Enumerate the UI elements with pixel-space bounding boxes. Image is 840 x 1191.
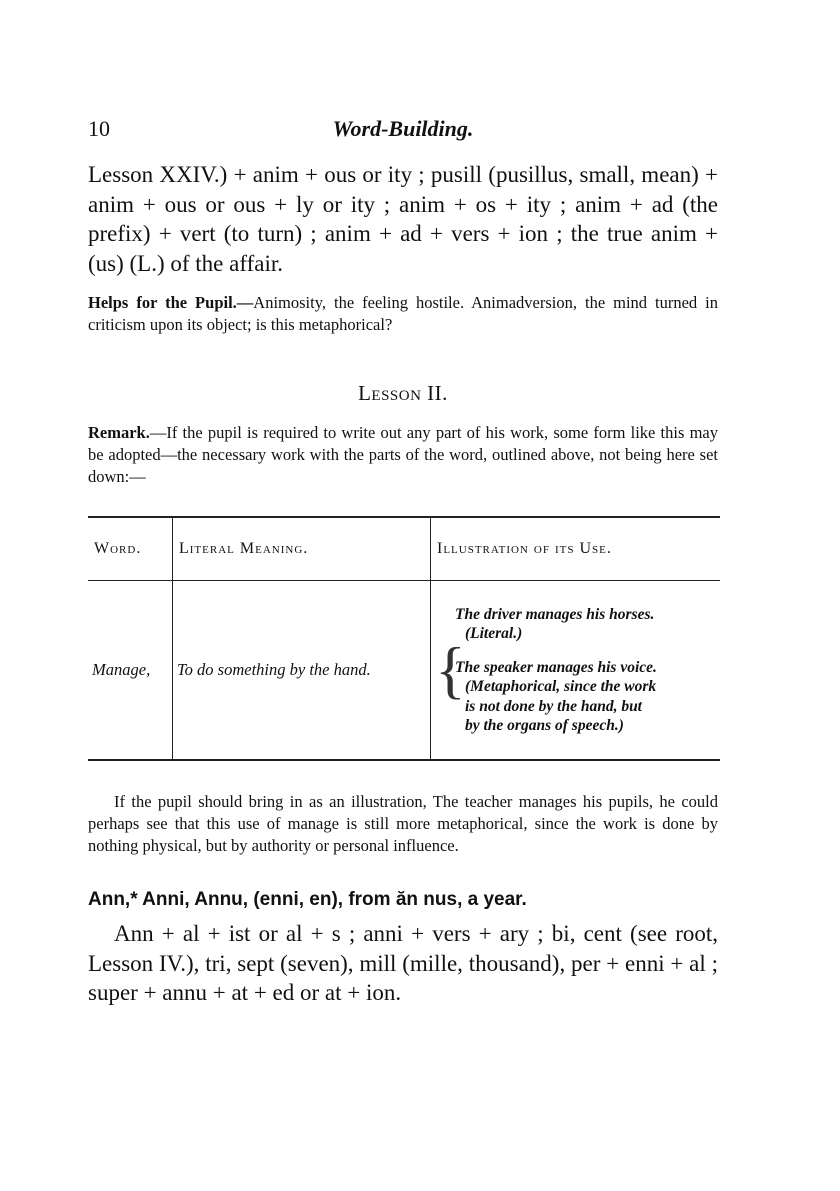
cell-literal-meaning: To do something by the hand. <box>173 581 431 761</box>
page-header <box>88 110 718 146</box>
example-metaphorical-note-3: by the organs of speech.) <box>465 717 624 734</box>
example-metaphorical-sentence: The speaker manages his voice. <box>455 658 657 676</box>
cell-word: Manage, <box>88 581 173 761</box>
example-metaphorical-note-2: is not done by the hand, but <box>465 697 642 715</box>
remark-label: Remark. <box>88 423 150 442</box>
brace-icon: { <box>435 634 466 705</box>
helps-paragraph <box>88 292 718 336</box>
header-illustration: Illustration of its Use. <box>431 517 721 581</box>
header-literal-meaning: Literal Meaning. <box>173 517 431 581</box>
example-literal <box>455 605 716 644</box>
followup-paragraph: If the pupil should bring in as an illustration, The teacher manages his pupils, he could perhaps see that this use of manage is still more metaphorical, since the work is done by nothing physical, but by authority or personal influence. <box>88 792 718 855</box>
helps-text: Animosity, the feeling hostile. Animadversion, the mind turned in criticism upon its object; is this metaphorical? <box>88 293 718 334</box>
ann-heading: Ann,* Anni, Annu, (enni, en), from ăn nus, a year. <box>88 889 527 910</box>
ann-paragraph: Ann + al + ist or al + s ; anni + vers + ary ; bi, cent (see root, Lesson IV.), tri, sept (seven), mill (mille, thousand), per + enni + al ; super + annu + at + ed or at + ion. <box>88 921 718 1005</box>
table-row <box>88 581 720 761</box>
example-metaphorical <box>455 658 716 736</box>
page <box>88 110 718 1008</box>
example-metaphorical-note-1: (Metaphorical, since the work <box>465 678 657 695</box>
cell-illustration <box>431 581 721 761</box>
word-table <box>88 516 720 761</box>
lesson-heading: Lesson II. <box>358 381 448 405</box>
example-literal-note: (Literal.) <box>465 625 523 642</box>
remark-text: —If the pupil is required to write out any part of his work, some form like this may be adopted—the necessary work with the parts of the word, outlined above, not being here set down:— <box>88 423 718 486</box>
lesson24-paragraph: Lesson XXIV.) + anim + ous or ity ; pusill (pusillus, small, mean) + anim + ous or ous + ly or ity ; anim + os + ity ; anim + ad (the prefix) + vert (to turn) ; anim + ad + vers + ion ; the true anim + (us) (L.) of the affair. <box>88 162 718 276</box>
helps-label: Helps for the Pupil.— <box>88 293 254 312</box>
remark-paragraph <box>88 422 718 488</box>
running-title: Word-Building. <box>332 116 474 141</box>
page-number: 10 <box>88 116 110 141</box>
table-header-row <box>88 517 720 581</box>
header-word: Word. <box>88 517 173 581</box>
example-literal-sentence: The driver manages his horses. <box>455 605 655 623</box>
